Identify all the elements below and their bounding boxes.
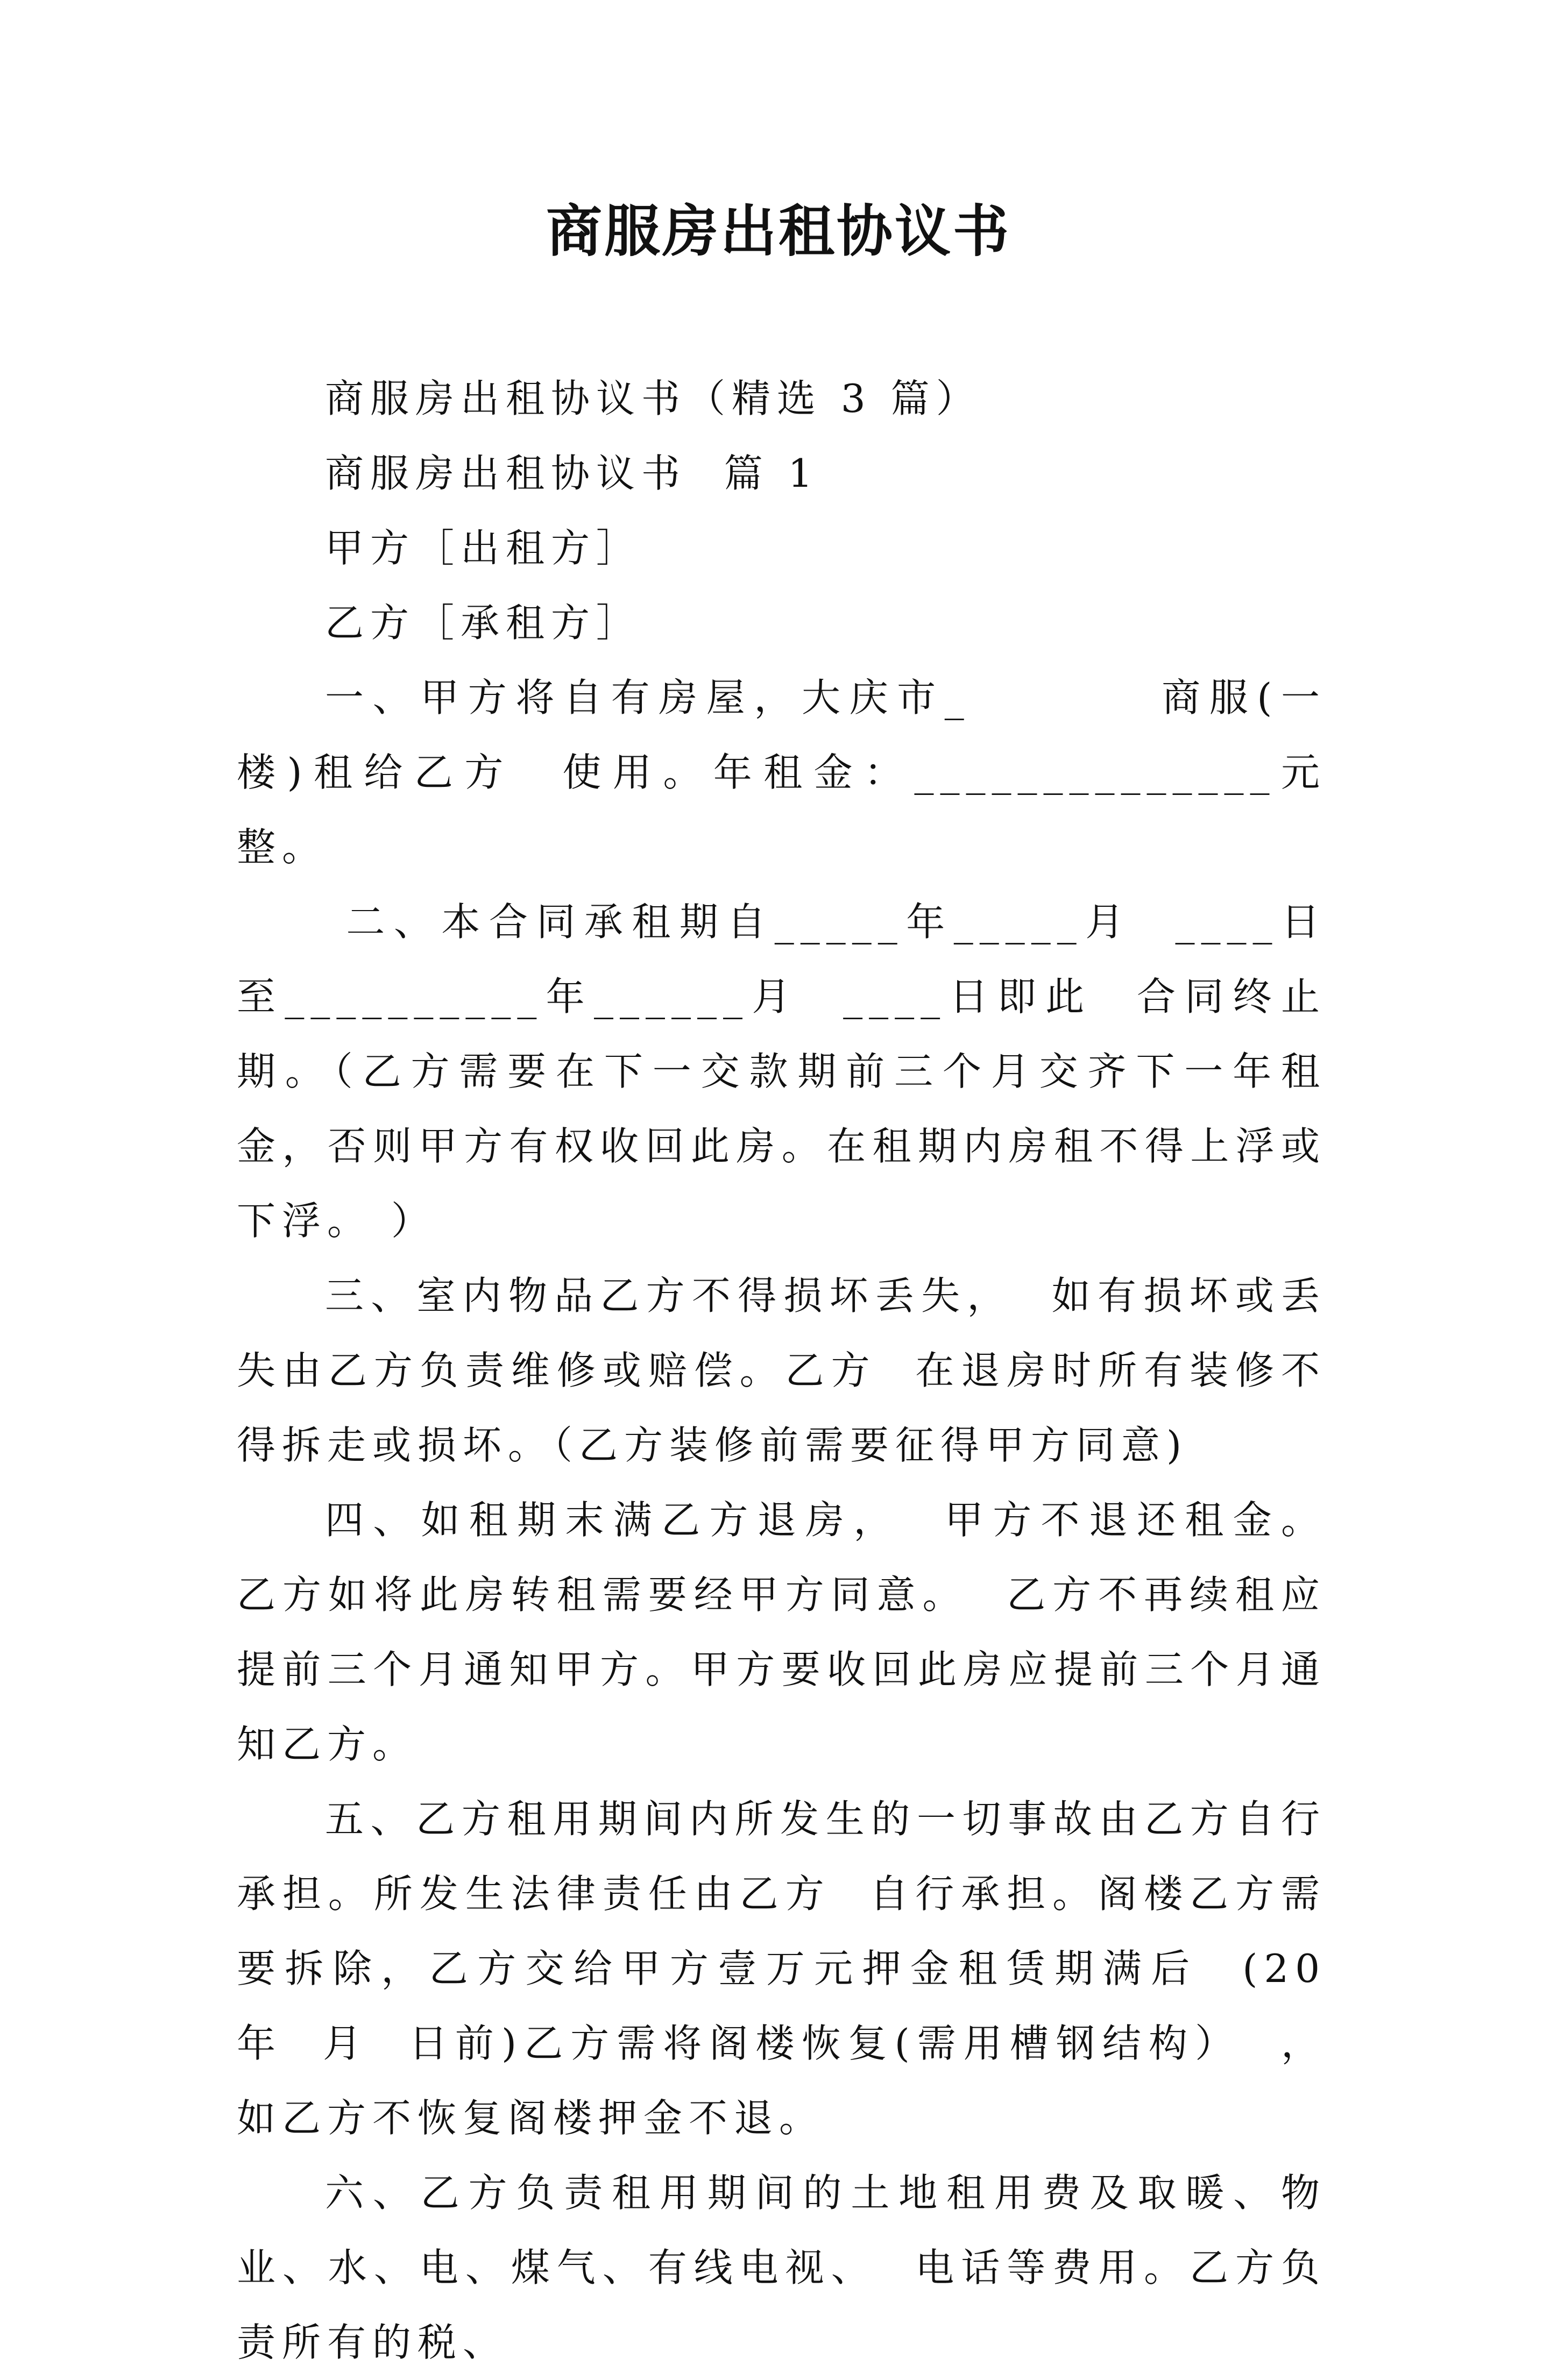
clause-4: 四、如租期末满乙方退房， 甲方不退还租金。 乙方如将此房转租需要经甲方同意。 乙方不再续租应提前三个月通知甲方。甲方要收回此房应提前三个月通知乙方。 (237, 1497, 1364, 1767)
document-body (237, 361, 1364, 2380)
document-title: 商服房出租协议书 (546, 198, 1011, 264)
clause-5: 五、乙方租用期间内所发生的一切事故由乙方自行承担。所发生法律责任由乙方 自行承担。阁楼乙方需要拆除，乙方交给甲方壹万元押金租赁期满后 (20 年 月 日前)乙方需将阁楼恢复(需用槽钢结构） ，如乙方不恢复阁楼押金不退。 (237, 1796, 1364, 2141)
clause-1: 一、甲方将自有房屋，大庆市_ 商服(一楼)租给乙方 使用。年租金：______________元整。 (237, 675, 1326, 870)
paragraph-party-b: 乙方［承租方］ (325, 600, 642, 645)
clause-3: 三、室内物品乙方不得损坏丢失， 如有损坏或丢失由乙方负责维修或赔偿。乙方 在退房时所有装修不得拆走或损坏。（乙方装修前需要征得甲方同意) (237, 1273, 1326, 1468)
paragraph-subtitle: 商服房出租协议书（精选 3 篇） (325, 376, 981, 421)
clause-6: 六、乙方负责租用期间的土地租用费及取暖、物业、水、电、煤气、有线电视、 电话等费用。乙方负责所有的税、 (237, 2170, 1326, 2365)
clause-2: 二、本合同承租期自_____年_____月 ____日至__________年______月 ____日即此 合同终止期。（乙方需要在下一交款期前三个月交齐下一年租金，否则甲方有权收回此房。在租期内房租不得上浮或下浮。 ） (237, 899, 1327, 1244)
paragraph-party-a: 甲方［出租方］ (325, 525, 642, 571)
paragraph-part-heading: 商服房出租协议书 篇 1 (325, 451, 819, 496)
